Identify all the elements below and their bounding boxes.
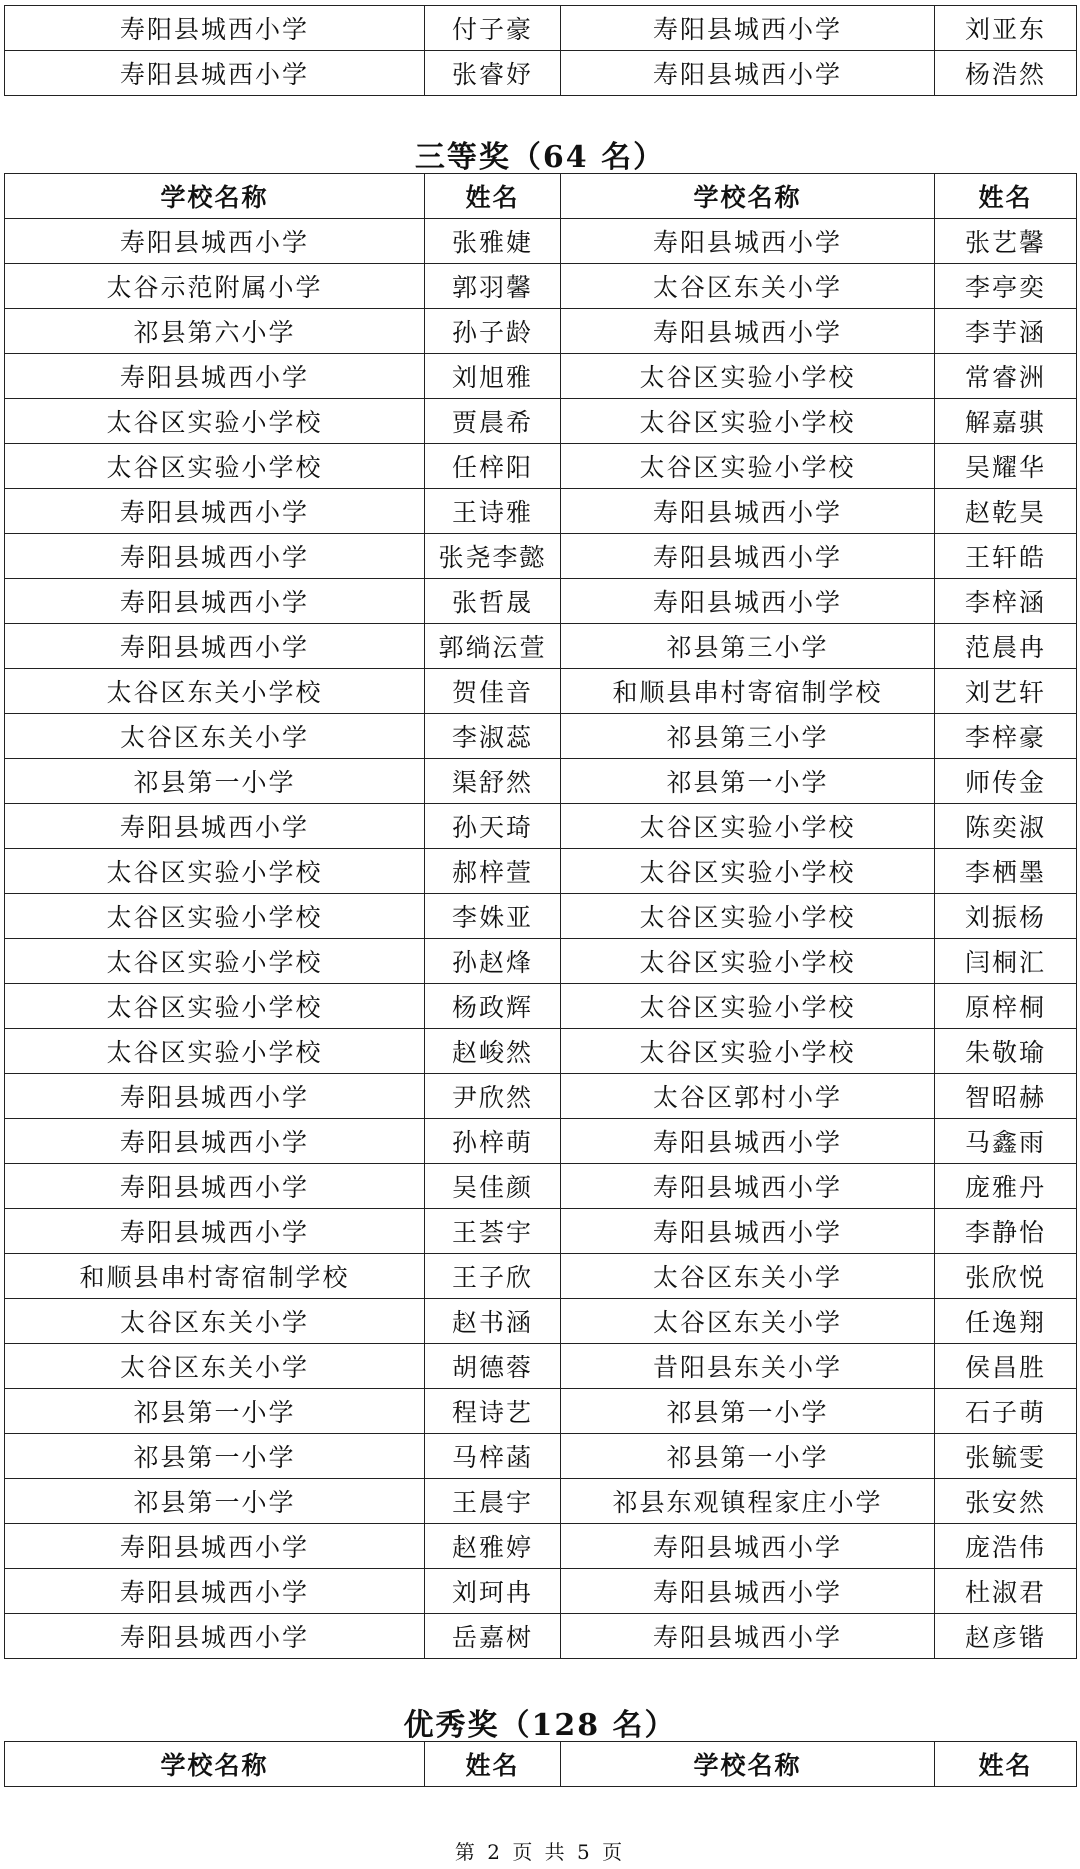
table-row [5, 669, 1077, 714]
student-name-cell: 常睿洲 [935, 354, 1077, 399]
school-name-cell: 寿阳县城西小学 [561, 579, 935, 624]
student-name-cell: 赵乾昊 [935, 489, 1077, 534]
student-name-cell: 闫桐汇 [935, 939, 1077, 984]
school-name-cell: 太谷区实验小学校 [561, 1029, 935, 1074]
student-name-cell: 张艺馨 [935, 219, 1077, 264]
student-name-cell: 石子萌 [935, 1389, 1077, 1434]
school-name-cell: 太谷区实验小学校 [5, 1029, 425, 1074]
table-row [5, 354, 1077, 399]
student-name-cell: 刘振杨 [935, 894, 1077, 939]
student-name-cell: 张毓雯 [935, 1434, 1077, 1479]
student-name-cell: 吴耀华 [935, 444, 1077, 489]
student-name-cell: 张雅婕 [425, 219, 561, 264]
header-name: 姓名 [935, 1742, 1077, 1787]
school-name-cell: 寿阳县城西小学 [561, 1119, 935, 1164]
student-name-cell: 李亭奕 [935, 264, 1077, 309]
table-row [5, 1344, 1077, 1389]
header-school-name: 学校名称 [561, 174, 935, 219]
table-row [5, 219, 1077, 264]
student-name-cell: 李姝亚 [425, 894, 561, 939]
school-name-cell: 寿阳县城西小学 [5, 534, 425, 579]
student-name-cell: 李梓涵 [935, 579, 1077, 624]
school-name-cell: 太谷区实验小学校 [561, 444, 935, 489]
school-name-cell: 寿阳县城西小学 [561, 1569, 935, 1614]
student-name-cell: 庞浩伟 [935, 1524, 1077, 1569]
student-name-cell: 王子欣 [425, 1254, 561, 1299]
student-name-cell: 赵雅婷 [425, 1524, 561, 1569]
school-name-cell: 寿阳县城西小学 [561, 219, 935, 264]
school-name-cell: 寿阳县城西小学 [561, 489, 935, 534]
student-name-cell: 王诗雅 [425, 489, 561, 534]
student-name-cell: 范晨冉 [935, 624, 1077, 669]
school-name-cell: 祁县第一小学 [561, 759, 935, 804]
school-name-cell: 寿阳县城西小学 [5, 51, 425, 96]
school-name-cell: 太谷区实验小学校 [5, 849, 425, 894]
table-row [5, 1029, 1077, 1074]
student-name-cell: 胡德蓉 [425, 1344, 561, 1389]
student-name-cell: 张尧李懿 [425, 534, 561, 579]
table-row [5, 1254, 1077, 1299]
school-name-cell: 寿阳县城西小学 [561, 1209, 935, 1254]
school-name-cell: 寿阳县城西小学 [5, 1119, 425, 1164]
student-name-cell: 原梓桐 [935, 984, 1077, 1029]
table-row [5, 714, 1077, 759]
table-row [5, 489, 1077, 534]
school-name-cell: 太谷区实验小学校 [561, 939, 935, 984]
school-name-cell: 太谷区东关小学 [5, 1299, 425, 1344]
student-name-cell: 刘亚东 [935, 6, 1077, 51]
school-name-cell: 昔阳县东关小学 [561, 1344, 935, 1389]
school-name-cell: 祁县第一小学 [5, 1434, 425, 1479]
school-name-cell: 太谷区实验小学校 [5, 444, 425, 489]
student-name-cell: 任梓阳 [425, 444, 561, 489]
student-name-cell: 吴佳颜 [425, 1164, 561, 1209]
school-name-cell: 寿阳县城西小学 [5, 219, 425, 264]
student-name-cell: 解嘉骐 [935, 399, 1077, 444]
table-row [5, 849, 1077, 894]
school-name-cell: 太谷区东关小学 [561, 1299, 935, 1344]
student-name-cell: 张欣悦 [935, 1254, 1077, 1299]
student-name-cell: 赵书涵 [425, 1299, 561, 1344]
third-prize-header-row [5, 174, 1077, 219]
student-name-cell: 任逸翔 [935, 1299, 1077, 1344]
school-name-cell: 寿阳县城西小学 [561, 1524, 935, 1569]
school-name-cell: 寿阳县城西小学 [5, 624, 425, 669]
school-name-cell: 寿阳县城西小学 [5, 579, 425, 624]
student-name-cell: 郝梓萱 [425, 849, 561, 894]
school-name-cell: 寿阳县城西小学 [561, 1614, 935, 1659]
school-name-cell: 祁县第一小学 [561, 1434, 935, 1479]
school-name-cell: 太谷区实验小学校 [561, 354, 935, 399]
table-row [5, 1614, 1077, 1659]
student-name-cell: 刘艺轩 [935, 669, 1077, 714]
school-name-cell: 和顺县串村寄宿制学校 [561, 669, 935, 714]
school-name-cell: 寿阳县城西小学 [5, 354, 425, 399]
school-name-cell: 寿阳县城西小学 [561, 309, 935, 354]
student-name-cell: 李芋涵 [935, 309, 1077, 354]
student-name-cell: 贾晨希 [425, 399, 561, 444]
school-name-cell: 祁县第三小学 [561, 624, 935, 669]
student-name-cell: 庞雅丹 [935, 1164, 1077, 1209]
student-name-cell: 孙子龄 [425, 309, 561, 354]
student-name-cell: 马梓菡 [425, 1434, 561, 1479]
school-name-cell: 祁县东观镇程家庄小学 [561, 1479, 935, 1524]
school-name-cell: 寿阳县城西小学 [5, 1209, 425, 1254]
table-row [5, 399, 1077, 444]
table-row [5, 759, 1077, 804]
table-row [5, 939, 1077, 984]
student-name-cell: 张安然 [935, 1479, 1077, 1524]
header-name: 姓名 [425, 174, 561, 219]
table-row [5, 1389, 1077, 1434]
student-name-cell: 孙赵烽 [425, 939, 561, 984]
student-name-cell: 赵峻然 [425, 1029, 561, 1074]
third-prize-table-body [5, 219, 1077, 1659]
student-name-cell: 张哲晟 [425, 579, 561, 624]
school-name-cell: 祁县第一小学 [5, 759, 425, 804]
student-name-cell: 师传金 [935, 759, 1077, 804]
school-name-cell: 寿阳县城西小学 [5, 1614, 425, 1659]
student-name-cell: 程诗艺 [425, 1389, 561, 1434]
table-row [5, 1164, 1077, 1209]
school-name-cell: 寿阳县城西小学 [5, 1074, 425, 1119]
table-row [5, 1479, 1077, 1524]
student-name-cell: 王轩皓 [935, 534, 1077, 579]
table-row [5, 51, 1077, 96]
school-name-cell: 太谷区实验小学校 [5, 399, 425, 444]
excellent-prize-table [4, 1741, 1077, 1787]
student-name-cell: 李静怡 [935, 1209, 1077, 1254]
table-row [5, 984, 1077, 1029]
student-name-cell: 李栖墨 [935, 849, 1077, 894]
student-name-cell: 渠舒然 [425, 759, 561, 804]
student-name-cell: 李梓豪 [935, 714, 1077, 759]
student-name-cell: 付子豪 [425, 6, 561, 51]
school-name-cell: 太谷区实验小学校 [5, 984, 425, 1029]
school-name-cell: 寿阳县城西小学 [5, 1164, 425, 1209]
student-name-cell: 张睿妤 [425, 51, 561, 96]
continued-award-table-body [5, 6, 1077, 96]
school-name-cell: 寿阳县城西小学 [5, 489, 425, 534]
student-name-cell: 赵彦锴 [935, 1614, 1077, 1659]
school-name-cell: 寿阳县城西小学 [561, 1164, 935, 1209]
school-name-cell: 太谷区东关小学 [561, 264, 935, 309]
student-name-cell: 孙梓萌 [425, 1119, 561, 1164]
student-name-cell: 杨政辉 [425, 984, 561, 1029]
school-name-cell: 太谷区实验小学校 [5, 939, 425, 984]
excellent-prize-header-row [5, 1742, 1077, 1787]
school-name-cell: 太谷区实验小学校 [561, 804, 935, 849]
header-school-name: 学校名称 [561, 1742, 935, 1787]
school-name-cell: 寿阳县城西小学 [561, 534, 935, 579]
school-name-cell: 寿阳县城西小学 [5, 1569, 425, 1614]
table-row [5, 309, 1077, 354]
student-name-cell: 李淑蕊 [425, 714, 561, 759]
student-name-cell: 朱敬瑜 [935, 1029, 1077, 1074]
student-name-cell: 杨浩然 [935, 51, 1077, 96]
table-row [5, 1524, 1077, 1569]
table-row [5, 6, 1077, 51]
school-name-cell: 太谷示范附属小学 [5, 264, 425, 309]
student-name-cell: 郭绱沄萱 [425, 624, 561, 669]
continued-award-table [4, 5, 1077, 96]
school-name-cell: 太谷区郭村小学 [561, 1074, 935, 1119]
student-name-cell: 王晨宇 [425, 1479, 561, 1524]
table-row [5, 1119, 1077, 1164]
student-name-cell: 孙天琦 [425, 804, 561, 849]
page-number: 第 2 页 共 5 页 [454, 1840, 626, 1864]
header-name: 姓名 [425, 1742, 561, 1787]
school-name-cell: 太谷区东关小学 [5, 714, 425, 759]
table-row [5, 1209, 1077, 1254]
school-name-cell: 太谷区实验小学校 [561, 849, 935, 894]
school-name-cell: 太谷区东关小学 [5, 1344, 425, 1389]
student-name-cell: 刘珂冉 [425, 1569, 561, 1614]
school-name-cell: 祁县第一小学 [5, 1479, 425, 1524]
school-name-cell: 太谷区实验小学校 [5, 894, 425, 939]
student-name-cell: 岳嘉树 [425, 1614, 561, 1659]
student-name-cell: 陈奕淑 [935, 804, 1077, 849]
school-name-cell: 祁县第三小学 [561, 714, 935, 759]
header-school-name: 学校名称 [5, 1742, 425, 1787]
table-row [5, 1434, 1077, 1479]
table-row [5, 624, 1077, 669]
student-name-cell: 尹欣然 [425, 1074, 561, 1119]
school-name-cell: 和顺县串村寄宿制学校 [5, 1254, 425, 1299]
student-name-cell: 刘旭雅 [425, 354, 561, 399]
table-row [5, 894, 1077, 939]
student-name-cell: 侯昌胜 [935, 1344, 1077, 1389]
school-name-cell: 太谷区实验小学校 [561, 984, 935, 1029]
school-name-cell: 太谷区东关小学校 [5, 669, 425, 714]
school-name-cell: 太谷区实验小学校 [561, 399, 935, 444]
table-row [5, 1299, 1077, 1344]
header-name: 姓名 [935, 174, 1077, 219]
school-name-cell: 祁县第一小学 [561, 1389, 935, 1434]
table-row [5, 1569, 1077, 1614]
school-name-cell: 寿阳县城西小学 [5, 6, 425, 51]
table-row [5, 264, 1077, 309]
student-name-cell: 王荟宇 [425, 1209, 561, 1254]
table-row [5, 534, 1077, 579]
table-row [5, 444, 1077, 489]
student-name-cell: 智昭赫 [935, 1074, 1077, 1119]
school-name-cell: 祁县第一小学 [5, 1389, 425, 1434]
excellent-prize-title: 优秀奖（128 名） [403, 1708, 677, 1743]
third-prize-title: 三等奖（64 名） [414, 140, 666, 175]
table-row [5, 579, 1077, 624]
third-prize-table [4, 173, 1077, 1659]
table-row [5, 804, 1077, 849]
school-name-cell: 寿阳县城西小学 [561, 6, 935, 51]
student-name-cell: 杜淑君 [935, 1569, 1077, 1614]
student-name-cell: 贺佳音 [425, 669, 561, 714]
student-name-cell: 马鑫雨 [935, 1119, 1077, 1164]
school-name-cell: 寿阳县城西小学 [5, 1524, 425, 1569]
header-school-name: 学校名称 [5, 174, 425, 219]
school-name-cell: 太谷区东关小学 [561, 1254, 935, 1299]
school-name-cell: 寿阳县城西小学 [5, 804, 425, 849]
school-name-cell: 太谷区实验小学校 [561, 894, 935, 939]
school-name-cell: 祁县第六小学 [5, 309, 425, 354]
school-name-cell: 寿阳县城西小学 [561, 51, 935, 96]
table-row [5, 1074, 1077, 1119]
student-name-cell: 郭羽馨 [425, 264, 561, 309]
